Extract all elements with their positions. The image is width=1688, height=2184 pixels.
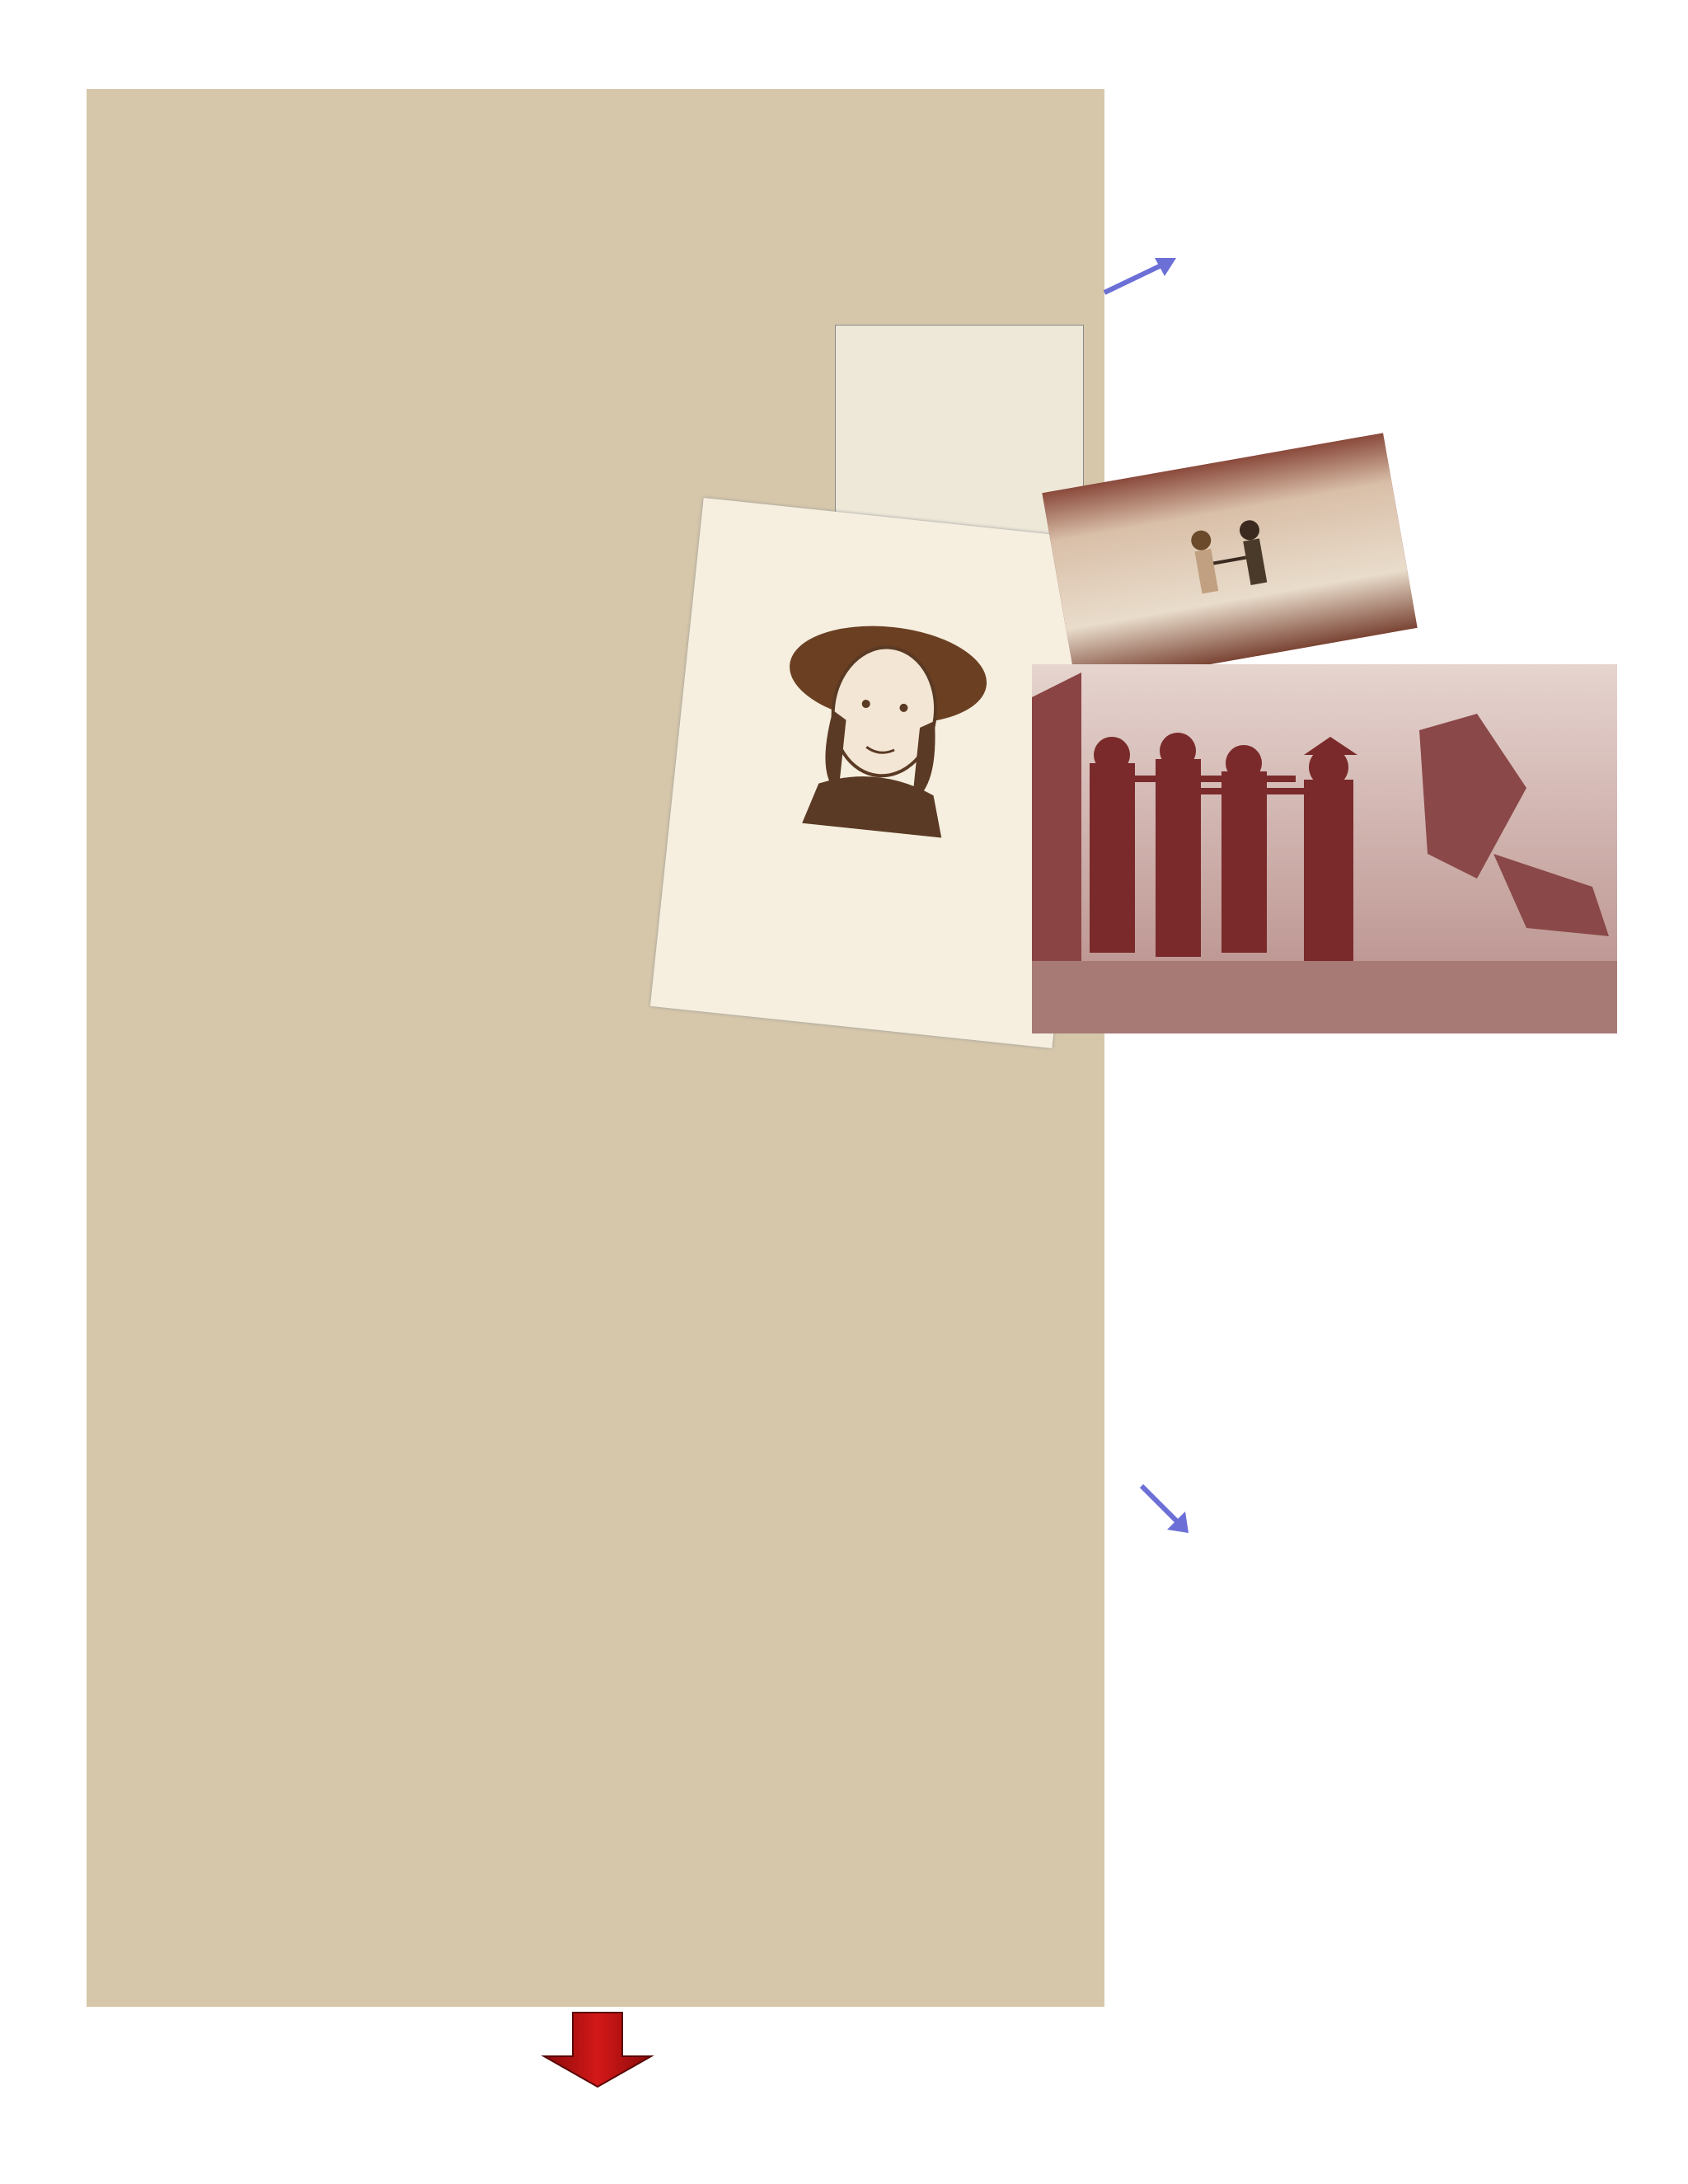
pointer-arrow-icon-2 [1137, 1482, 1195, 1540]
continue-down-arrow-icon [536, 2011, 659, 2089]
pointer-arrow-icon [1100, 251, 1183, 301]
firing-squad-illustration [1032, 664, 1617, 1033]
